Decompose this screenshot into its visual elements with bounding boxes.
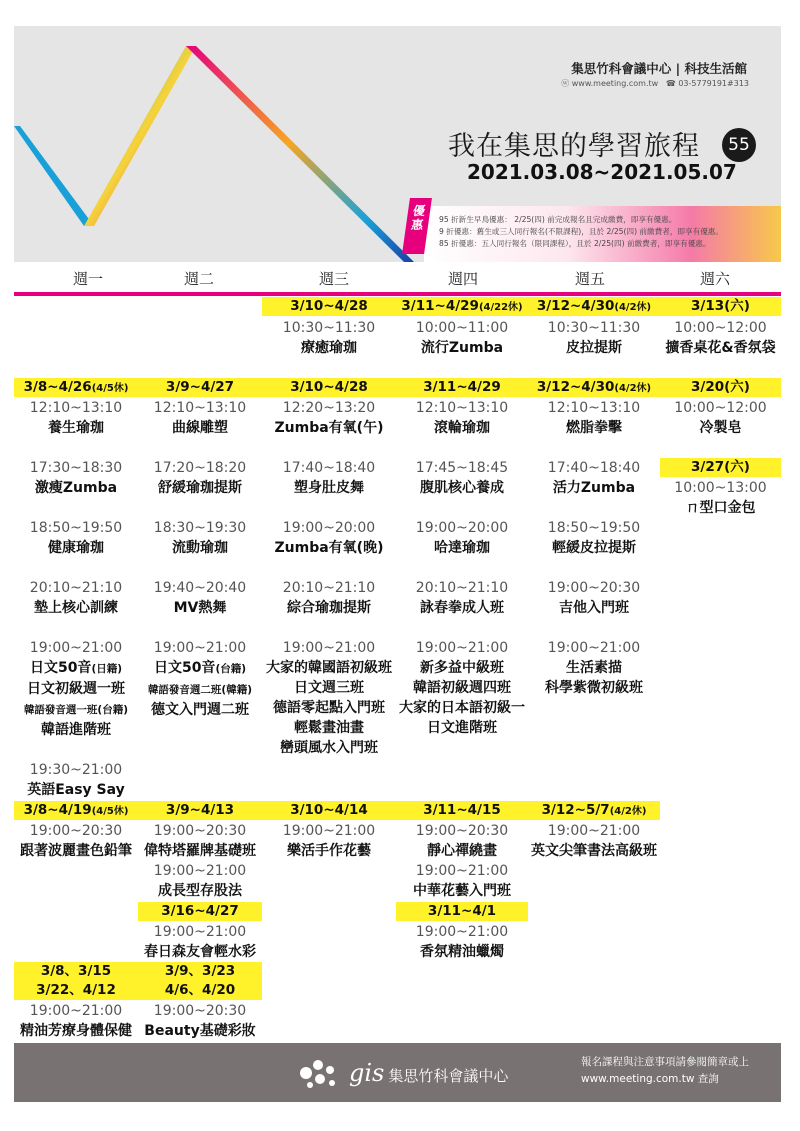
series-number-badge: 55 (722, 128, 756, 162)
day-header-sat: 週六 (699, 270, 730, 288)
course-slot[interactable]: 19:00~21:00 中華花藝入門班 (413, 863, 511, 899)
course-slot[interactable]: 20:10~21:10 詠春拳成人班 (415, 580, 509, 616)
date-range-band: 3/11~4/15 (396, 801, 528, 820)
course-slot[interactable]: 19:00~21:00 新多益中級班 韓語初級週四班 大家的日本語初級一 日文進階班 (399, 640, 525, 736)
course-slot[interactable]: 19:00~20:30 吉他入門班 (547, 580, 641, 616)
course-slot[interactable]: 20:10~21:10 綜合瑜珈提斯 (282, 580, 376, 616)
course-slot[interactable]: 10:00~11:00 流行Zumba (415, 320, 509, 356)
date-range-band: 3/12~5/7(4/2休) (528, 801, 660, 820)
date-range-band: 3/11~4/29 (396, 378, 528, 397)
course-slot[interactable]: 19:00~21:00 樂活手作花藝 (282, 823, 376, 859)
date-range-band: 3/8~4/26(4/5休) (14, 378, 138, 397)
course-slot[interactable]: 17:40~18:40 活力Zumba (547, 460, 641, 496)
date-range-band: 3/22、4/12 (14, 981, 138, 1000)
course-slot[interactable]: 19:40~20:40 MV熱舞 (153, 580, 247, 616)
course-slot[interactable]: 19:00~20:30 靜心禪繞畫 (415, 823, 509, 859)
web-icon: ⓦ (561, 79, 570, 88)
course-slot[interactable]: 12:10~13:10 養生瑜珈 (29, 400, 123, 436)
course-slot[interactable]: 17:40~18:40 塑身肚皮舞 (282, 460, 376, 496)
course-slot[interactable]: 17:20~18:20 舒緩瑜珈提斯 (153, 460, 247, 496)
date-range-band: 3/20(六) (660, 378, 781, 397)
date-range-band: 3/8~4/19(4/5休) (14, 801, 138, 820)
course-slot[interactable]: 18:50~19:50 輕緩皮拉提斯 (547, 520, 641, 556)
date-range-band: 3/16~4/27 (138, 902, 262, 921)
footer-bar (14, 1043, 781, 1102)
course-slot[interactable]: 18:30~19:30 流動瑜珈 (153, 520, 247, 556)
course-slot[interactable]: 19:00~20:30 偉特塔羅牌基礎班 (144, 823, 256, 859)
footer-note-line: www.meeting.com.tw 查詢 (581, 1073, 719, 1085)
header-divider (14, 292, 781, 296)
gis-logo-icon (296, 1057, 344, 1091)
promo-tag: 優惠 (402, 198, 432, 254)
day-header-wed: 週三 (318, 270, 349, 288)
organization-name: 集思竹科會議中心 | 科技生活館 (571, 61, 747, 76)
date-range-band: 3/8、3/15 (14, 962, 138, 981)
course-slot[interactable]: 12:10~13:10 燃脂拳擊 (547, 400, 641, 436)
course-slot[interactable]: 17:45~18:45 腹肌核心養成 (415, 460, 509, 496)
course-slot[interactable]: 10:00~12:00 冷製皂 (674, 400, 767, 436)
date-range-band: 4/6、4/20 (138, 981, 262, 1000)
date-range-band: 3/27(六) (660, 458, 781, 477)
date-range-band: 3/13(六) (660, 297, 781, 316)
date-range-band: 3/9~4/27 (138, 378, 262, 397)
course-slot[interactable]: 19:00~20:30 Beauty基礎彩妝 (144, 1003, 256, 1039)
promo-line: 95 折新生早鳥優惠： 2/25(四) 前完成報名且完成繳費，即享有優惠。 (439, 215, 677, 224)
course-slot[interactable]: 19:00~21:00 春日森友會輕水彩 (144, 924, 256, 960)
date-range-band: 3/12~4/30(4/2休) (528, 297, 660, 316)
promo-line: 9 折優惠：舊生或三人同行報名(不限課程)，且於 2/25(四) 前繳費者，即享有優惠。 (439, 227, 723, 236)
brand-gis: gis (349, 1059, 385, 1087)
date-range-band: 3/9~4/13 (138, 801, 262, 820)
course-slot[interactable]: 10:00~13:00 ㄇ型口金包 (674, 480, 767, 516)
course-slot[interactable]: 12:10~13:10 曲線雕塑 (153, 400, 247, 436)
date-range-band: 3/9、3/23 (138, 962, 262, 981)
course-slot[interactable]: 19:00~20:30 跟著波麗畫色鉛筆 (20, 823, 132, 859)
course-slot[interactable]: 19:00~21:00 生活素描 科學紫微初級班 (545, 640, 643, 696)
phone-text: 03-5779191#313 (678, 79, 749, 88)
course-slot[interactable]: 12:10~13:10 滾輪瑜珈 (415, 400, 509, 436)
contact-line (561, 78, 749, 89)
day-header-thu: 週四 (447, 270, 478, 288)
date-range-band: 3/10~4/28 (262, 378, 396, 397)
course-slot[interactable]: 19:00~21:00 日文50音(台籍) 韓語發音週二班(韓籍) 德文入門週二班 (147, 640, 253, 718)
date-range-band: 3/11~4/1 (396, 902, 528, 921)
course-slot[interactable]: 19:00~21:00 精油芳療身體保健 (20, 1003, 132, 1039)
footer-note-line: 報名課程與注意事項請參閱簡章或上 (581, 1056, 749, 1068)
promo-list (439, 214, 723, 250)
date-range-band: 3/10~4/28 (262, 297, 396, 316)
day-header-tue: 週二 (183, 270, 214, 288)
course-slot[interactable]: 10:30~11:30 皮拉提斯 (547, 320, 641, 356)
date-range-band: 3/12~4/30(4/2休) (528, 378, 660, 397)
header-banner (14, 26, 781, 262)
course-slot[interactable]: 12:20~13:20 Zumba有氧(午) (274, 400, 384, 436)
date-range-band: 3/11~4/29(4/22休) (396, 297, 528, 316)
series-title: 我在集思的學習旅程 (448, 131, 700, 162)
course-slot[interactable]: 19:00~21:00 香氛精油蠟燭 (415, 924, 509, 960)
day-header-fri: 週五 (574, 270, 605, 288)
course-slot[interactable]: 17:30~18:30 激瘦Zumba (29, 460, 123, 496)
date-range-band: 3/10~4/14 (262, 801, 396, 820)
footer-brand (349, 1059, 508, 1087)
course-slot[interactable]: 19:00~21:00 日文50音(日籍) 日文初級週一班 韓語發音週一班(台籍) 韓語進階班 (23, 640, 129, 738)
term-date-range: 2021.03.08~2021.05.07 (467, 160, 737, 184)
day-header-mon: 週一 (72, 270, 103, 288)
phone-icon: ☎ (665, 79, 676, 88)
promo-line: 85 折優惠：五人同行報名（限同課程），且於 2/25(四) 前繳費者，即享有優惠。 (439, 239, 711, 248)
footer-note (581, 1054, 749, 1088)
course-slot[interactable]: 19:00~20:00 哈達瑜珈 (415, 520, 509, 556)
course-slot[interactable]: 19:00~21:00 成長型存股法 (153, 863, 247, 899)
course-slot[interactable]: 19:00~21:00 大家的韓國語初級班 日文週三班 德語零起點入門班 輕鬆畫油畫 巒頭風水入門班 (266, 640, 392, 756)
course-slot[interactable]: 18:50~19:50 健康瑜珈 (29, 520, 123, 556)
brand-name: 集思竹科會議中心 (388, 1067, 509, 1085)
website-text: www.meeting.com.tw (571, 79, 659, 88)
course-slot[interactable]: 20:10~21:10 墊上核心訓練 (29, 580, 123, 616)
course-slot[interactable]: 10:30~11:30 療癒瑜珈 (282, 320, 376, 356)
course-slot[interactable]: 19:00~20:00 Zumba有氧(晚) (274, 520, 384, 556)
course-slot[interactable]: 19:30~21:00 英語Easy Say (27, 762, 125, 798)
course-slot[interactable]: 10:00~12:00 擴香桌花&香氛袋 (665, 320, 776, 356)
course-slot[interactable]: 19:00~21:00 英文尖筆書法高級班 (531, 823, 657, 859)
